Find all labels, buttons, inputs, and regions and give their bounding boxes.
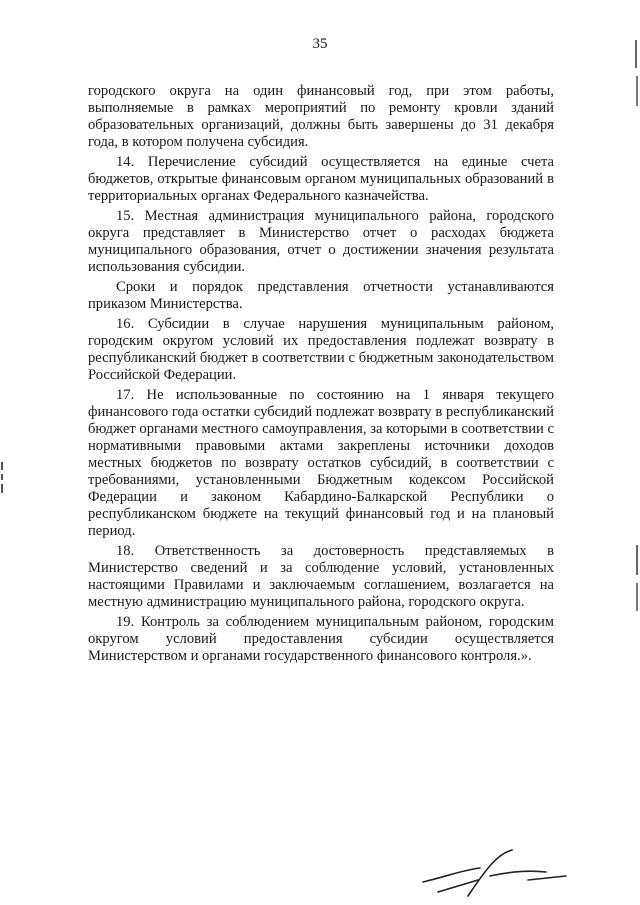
right-edge-mark-middle [630,545,640,615]
signature [418,846,568,898]
paragraph-15: 15. Местная администрация муниципального района, городского округа представляет в Министерство отчет о расходах бюджета муниципального образования, отчет о достижении значения результата использования субсидии. [88,208,554,275]
paragraph-19: 19. Контроль за соблюдением муниципальным районом, городским округом условий предоставления субсидии осуществляется Министерством и органами государственного финансового контроля.». [88,613,554,664]
paragraph-17: 17. Не использованные по состоянию на 1 января текущего финансового года остатки субсидий подлежат возврату в республиканский бюджет органами местного самоуправления, за которыми в соответствии с нормативными правовыми актами закреплены источники доходов местных бюджетов по возврату остатков субсидий, в соответствии с требованиями, установленными Бюджетным кодексом Российской Федерации и законом Кабардино-Балкарской Республики о республиканском бюджете на текущий финансовый год и на плановый период. [88,387,554,539]
paragraph-18: 18. Ответственность за достоверность представляемых в Министерство сведений и за соблюдение условий, установленных настоящими Правилами и заключаемым соглашением, возлагается на местную администрацию муниципального района, городского округа. [88,542,554,610]
page-number: 35 [312,36,328,52]
paragraph-14: 14. Перечисление субсидий осуществляется на единые счета бюджетов, открытые финансовым органом муниципальных образований в территориальных органах Федерального казначейства. [88,154,554,204]
paragraph-16: 16. Субсидии в случае нарушения муниципальным районом, городским округом условий их предоставления подлежат возврату в республиканский бюджет в соответствии с бюджетным законодательством Российской Федерации. [88,316,554,384]
document-body [88,83,554,668]
paragraph-15-reporting: Сроки и порядок представления отчетности устанавливаются приказом Министерства. [88,279,554,313]
paragraph-continuation: городского округа на один финансовый год, при этом работы, выполняемые в рамках мероприятий по ремонту кровли зданий образовательных организаций, должны быть завершены до 31 декабря года, в котором получена субсидия. [88,83,554,150]
left-binding-mark [0,462,6,496]
right-edge-mark-top [630,40,640,110]
